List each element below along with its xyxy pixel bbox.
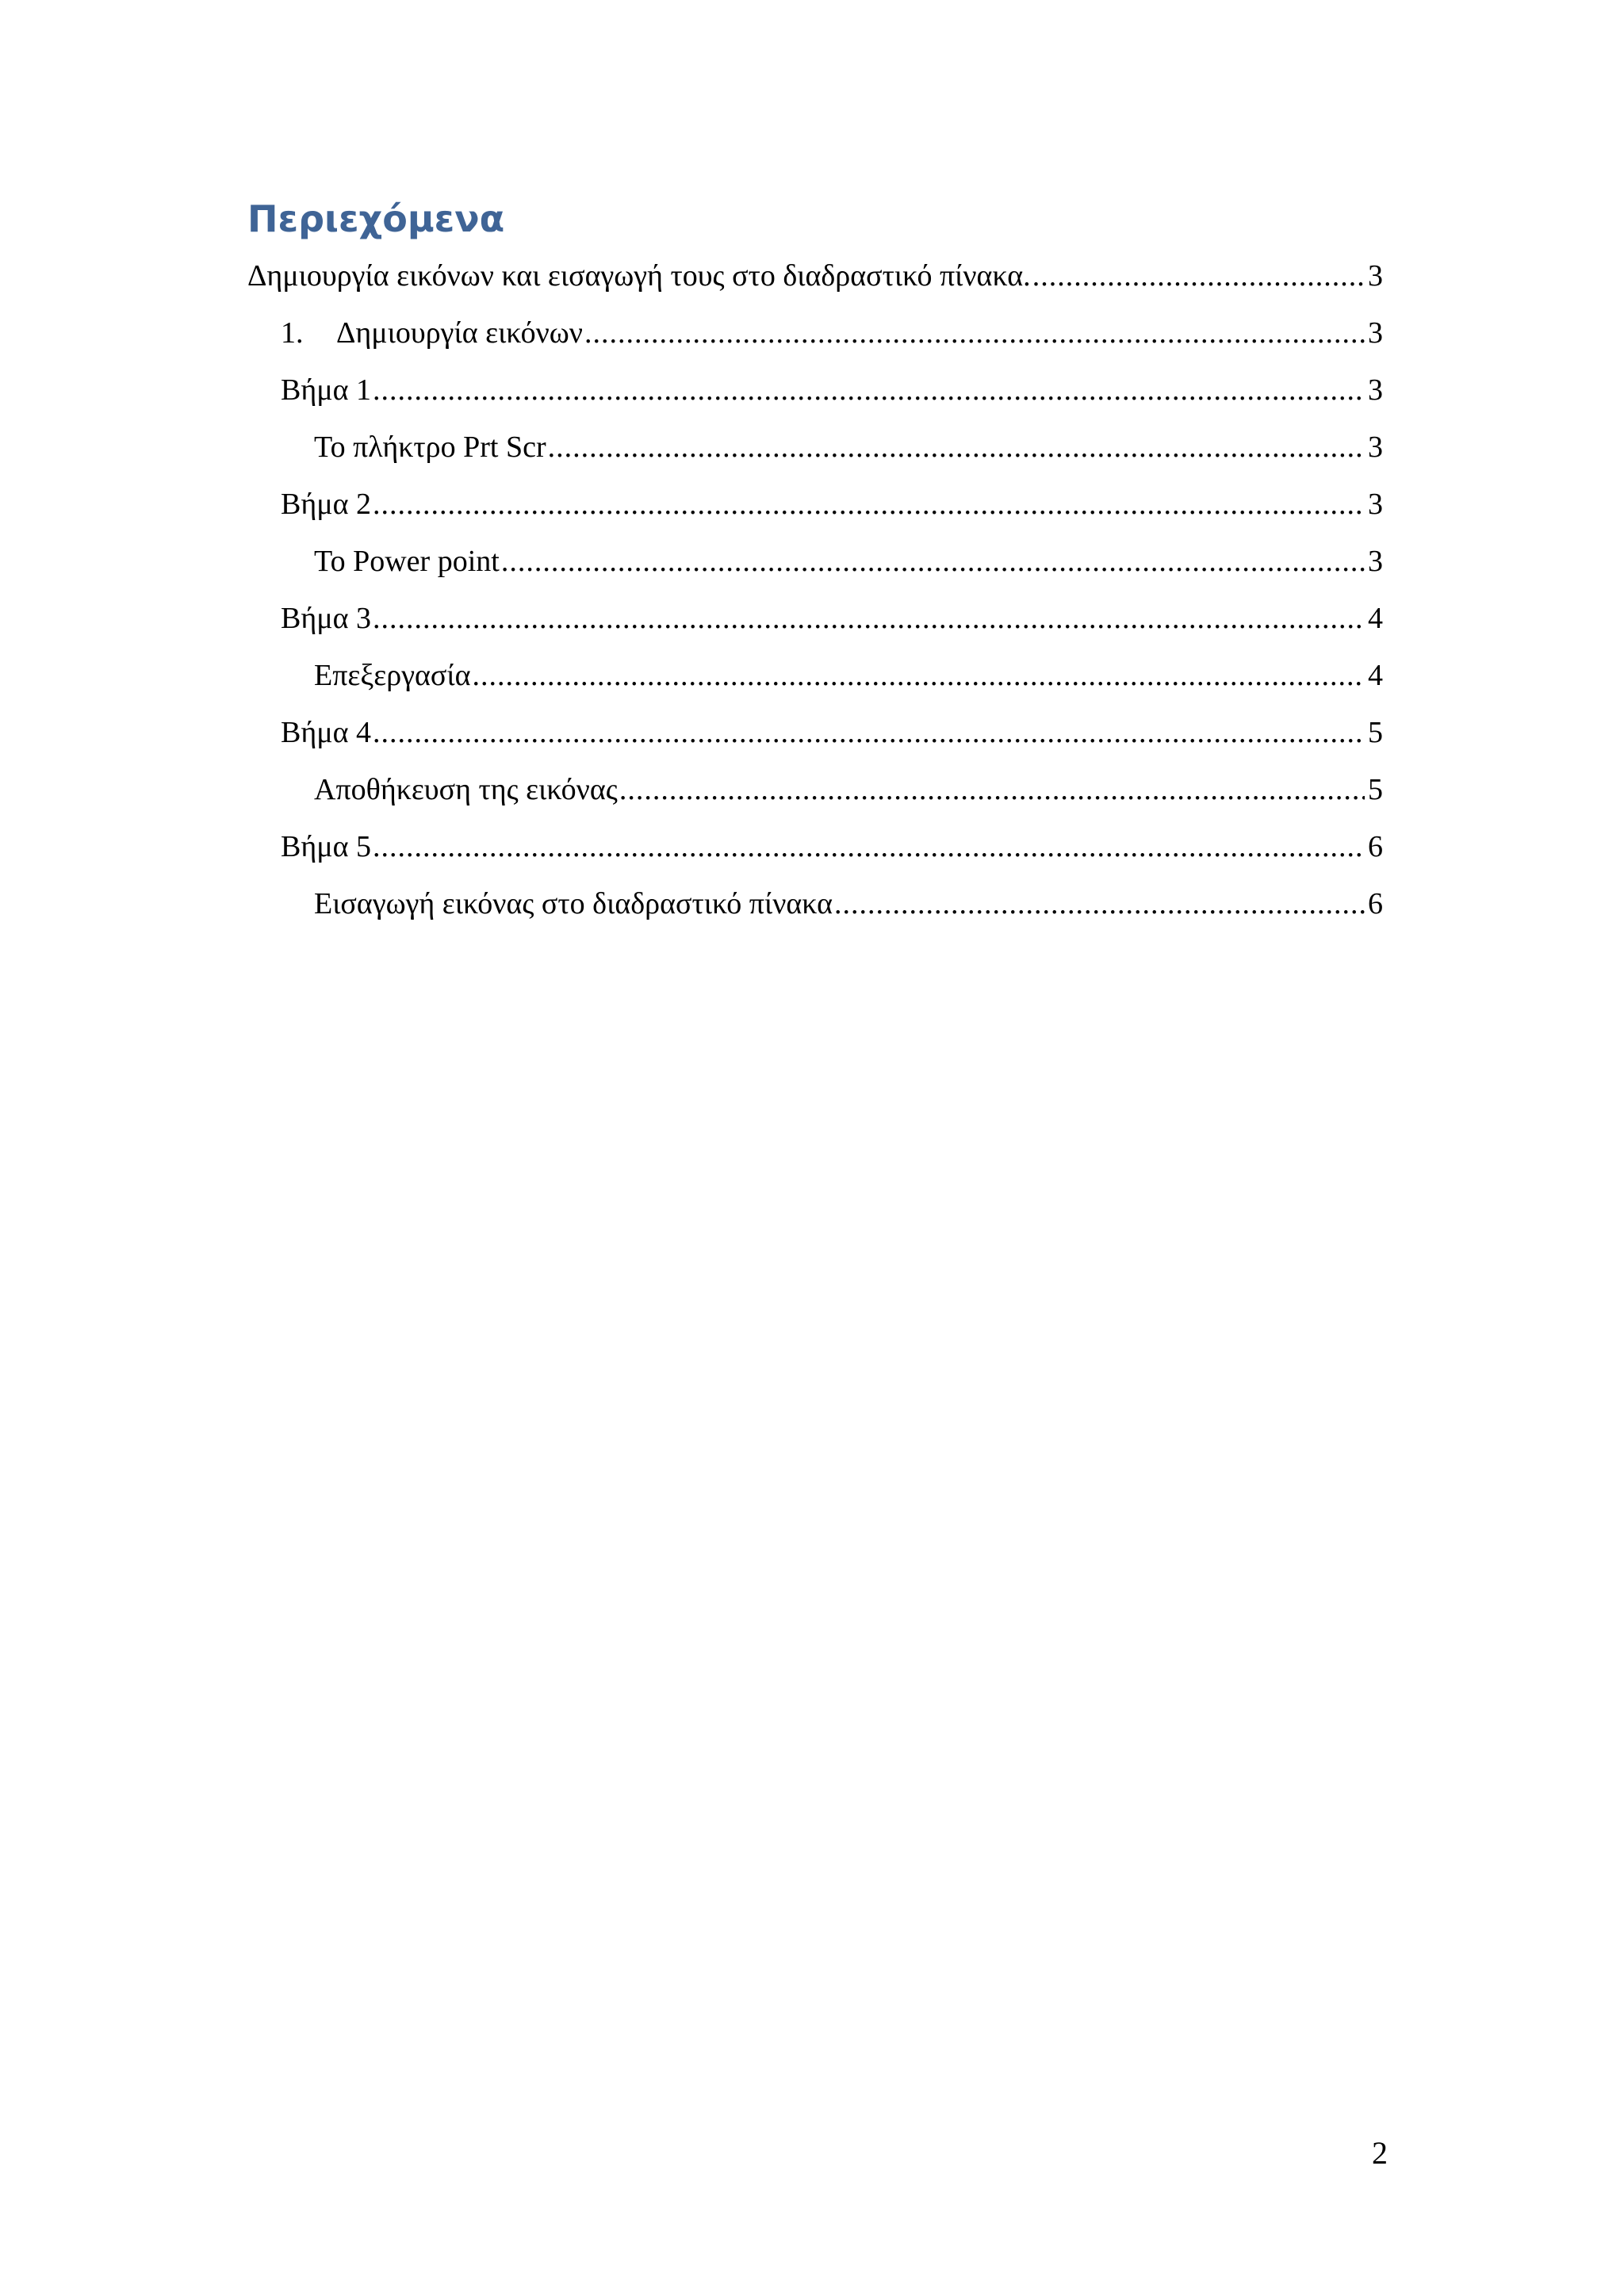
dot-leader (834, 885, 1365, 923)
toc-entry-text: Δημιουργία εικόνων (336, 316, 583, 350)
toc-entry-page: 6 (1368, 887, 1383, 920)
toc-entry-step-4[interactable] (247, 704, 1383, 761)
toc-entry-page: 3 (1368, 373, 1383, 407)
table-of-contents (247, 247, 1383, 932)
toc-entry-page: 3 (1368, 430, 1383, 464)
page-number: 2 (1372, 2135, 1388, 2171)
dot-leader (373, 828, 1365, 866)
dot-leader (619, 771, 1365, 809)
toc-entry-page: 4 (1368, 602, 1383, 635)
toc-entry-number: 1. (281, 316, 304, 350)
toc-heading: Περιεχόμενα (247, 197, 505, 240)
toc-entry-power-point[interactable] (247, 533, 1383, 590)
toc-entry-text: Εισαγωγή εικόνας στο διαδραστικό πίνακα (314, 887, 833, 920)
toc-entry-text: Αποθήκευση της εικόνας (314, 773, 618, 806)
toc-entry-text: Δημιουργία εικόνων και εισαγωγή τους στο διαδραστικό πίνακα. (247, 259, 1031, 293)
toc-entry-title[interactable] (247, 247, 1383, 304)
dot-leader (373, 485, 1365, 523)
toc-entry-step-5[interactable] (247, 818, 1383, 875)
toc-entry-insert-image[interactable] (247, 875, 1383, 932)
toc-entry-page: 3 (1368, 488, 1383, 521)
dot-leader (501, 542, 1365, 580)
toc-entry-editing[interactable] (247, 647, 1383, 704)
dot-leader (373, 599, 1365, 637)
toc-entry-page: 5 (1368, 716, 1383, 749)
toc-entry-text: Επεξεργασία (314, 659, 471, 692)
toc-entry-step-2[interactable] (247, 476, 1383, 533)
toc-entry-text: Βήμα 5 (281, 830, 371, 863)
toc-entry-prt-scr[interactable] (247, 419, 1383, 476)
dot-leader (1032, 257, 1365, 295)
toc-entry-text: Βήμα 3 (281, 602, 371, 635)
toc-entry-page: 6 (1368, 830, 1383, 863)
toc-entry-page: 3 (1368, 316, 1383, 350)
toc-entry-page: 3 (1368, 259, 1383, 293)
toc-entry-text: Το πλήκτρο Prt Scr (314, 430, 546, 464)
toc-entry-step-3[interactable] (247, 590, 1383, 647)
toc-entry-text: Το Power point (314, 545, 500, 578)
dot-leader (373, 714, 1365, 752)
toc-entry-section-1[interactable] (247, 304, 1383, 362)
toc-entry-page: 5 (1368, 773, 1383, 806)
toc-entry-step-1[interactable] (247, 362, 1383, 419)
dot-leader (584, 314, 1365, 352)
dot-leader (548, 428, 1365, 466)
dot-leader (473, 656, 1365, 695)
toc-entry-save-image[interactable] (247, 761, 1383, 818)
toc-entry-text: Βήμα 4 (281, 716, 371, 749)
toc-entry-text: Βήμα 1 (281, 373, 371, 407)
toc-entry-page: 3 (1368, 545, 1383, 578)
toc-entry-text: Βήμα 2 (281, 488, 371, 521)
dot-leader (373, 371, 1365, 409)
toc-entry-page: 4 (1368, 659, 1383, 692)
